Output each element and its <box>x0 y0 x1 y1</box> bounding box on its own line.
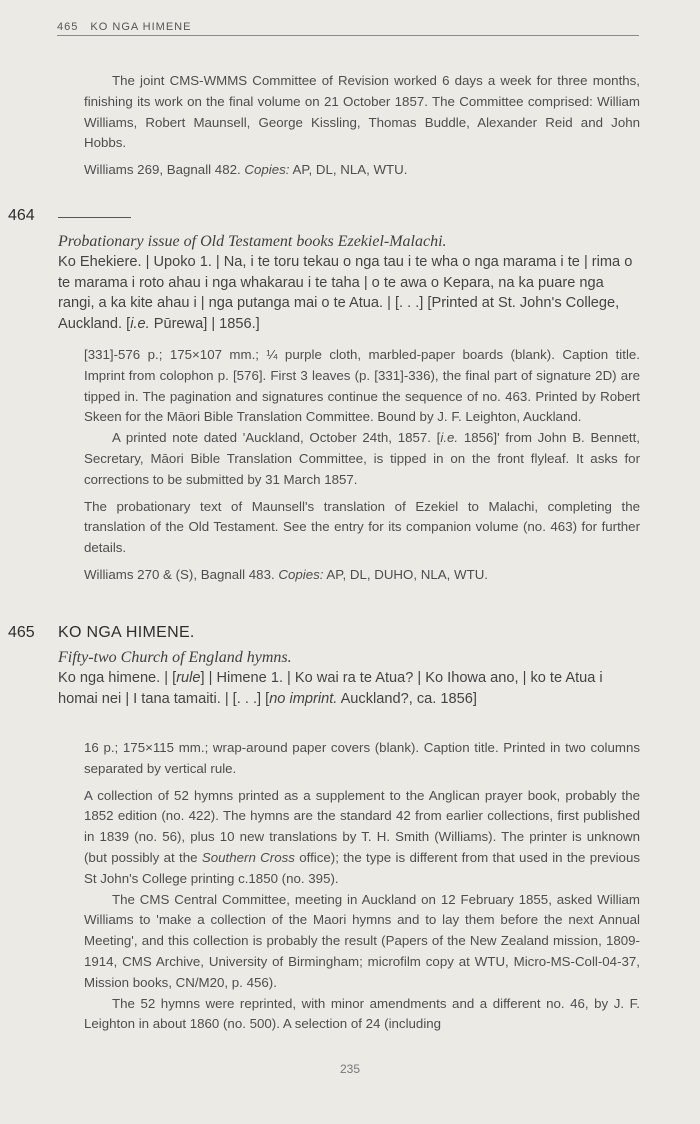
running-head-page-number: 465 <box>57 21 79 33</box>
note-text: A printed note dated 'Auckland, October 24th, 1857. [ <box>112 430 441 446</box>
note-text: A collection of 52 hymns printed as a supplement to the Anglican prayer book, probably the 1852 edition (no. 422). The hymns are the standard 42 from earlier collections, first published in 1839 (no. 56), plus 10 new translations by T. H. Smith (Williams). The printer is unknown (but possibly at the <box>84 787 640 865</box>
entry-465-subtitle: Fifty-two Church of England hymns. <box>58 649 292 666</box>
entry-464-details <box>84 345 640 586</box>
entry-464-collation: [331]-576 p.; 175×107 mm.; ¼ purple cloth, marbled-paper boards (blank). Caption title. Imprint from colophon p. [576]. First 3 leaves (p. [331]-336), the final part of signature 2D) are tipped in. The pagination and signatures continue the sequence of no. 463. Printed by Robert Skeen for the Māori Bible Translation Committee. Bound by J. F. Leighton, Auckland. <box>84 347 640 425</box>
copies-list: AP, DL, DUHO, NLA, WTU. <box>323 566 488 582</box>
previous-entry-continuation <box>84 71 640 181</box>
transcript-text-end: Auckland?, ca. 1856] <box>337 690 477 707</box>
copies-list: AP, DL, NLA, WTU. <box>289 162 408 178</box>
entry-464-subtitle: Probationary issue of Old Testament books Ezekiel-Malachi. <box>58 233 447 250</box>
note-text-end: office); the type is different from that used in the previous St John's College printing c.1850 (no. 395). <box>84 849 640 886</box>
entry-465-collation: 16 p.; 175×115 mm.; wrap-around paper covers (blank). Caption title. Printed in two columns separated by vertical rule. <box>84 740 640 776</box>
entry-465-note <box>84 786 640 890</box>
entry-464-commentary: The probationary text of Maunsell's translation of Ezekiel to Malachi, completing the translation of the Old Testament. See the entry for its companion volume (no. 463) for further details. <box>84 498 640 556</box>
entry-number-464: 464 <box>8 207 35 224</box>
running-head-title: KO NGA HIMENE <box>90 21 192 33</box>
transcript-no-imprint: no imprint. <box>269 690 338 707</box>
transcript-text: Ko nga himene. | [ <box>58 670 177 686</box>
entry-465-heading-block <box>58 648 640 709</box>
references-text: Williams 269, Bagnall 482. <box>84 162 241 178</box>
entry-464-references <box>84 565 640 586</box>
entry-465-details <box>84 738 640 1035</box>
references-text: Williams 270 & (S), Bagnall 483. <box>84 566 275 582</box>
note-text-end: 1856]' from John B. Bennett, Secretary, Māori Bible Translation Committee, is tipped in on the front flyleaf. It asks for corrections to be submitted by 31 March 1857. <box>84 430 640 487</box>
entry-number-465: 465 <box>8 624 35 641</box>
copies-label: Copies: <box>244 162 290 178</box>
committee-paragraph: The joint CMS-WMMS Committee of Revision worked 6 days a week for three months, finishing its work on the final volume on 21 October 1857. The Committee comprised: William Williams, Robert Maunsell, George Kissling, Thomas Buddle, Alexander Reid and John Hobbs. <box>84 73 640 151</box>
note-southern-cross: Southern Cross <box>201 849 295 865</box>
entry-464-transcript <box>58 252 640 334</box>
copies-label: Copies: <box>278 566 324 582</box>
note-ie: i.e. <box>440 430 459 446</box>
transcript-text: Ko Ehekiere. | Upoko 1. | Na, i te toru tekau o nga tau i te wha o nga marama i te | rima o te marama i roto ahau i nga whakarau i te taha | o te awa o Kepara, na ka puare nga rangi, a ka kite ahau i | nga putanga mai o te Atua. | [. . .] [Printed at St. John's College, Auckland. [ <box>58 254 633 332</box>
entry-465-reprint: The 52 hymns were reprinted, with minor amendments and a different no. 46, by J. F. Leighton in about 1860 (no. 500). A selection of 24 (including <box>84 995 640 1032</box>
running-head <box>57 21 639 36</box>
entry-465-title: KO NGA HIMENE. <box>58 624 195 641</box>
entry-465-transcript <box>58 668 640 709</box>
entry-465-committee: The CMS Central Committee, meeting in Auckland on 12 February 1855, asked William Williams to 'make a collection of the Maori hymns and to lay them before the next Annual Meeting', and this collection is probably the result (Papers of the New Zealand mission, 1809-1914, CMS Archive, University of Birmingham; microfilm copy at WTU, Micro-MS-Coll-04-37, Mission books, CN/M20, p. 456). <box>84 891 640 990</box>
transcript-text-end: Pūrewa] | 1856.] <box>149 315 260 332</box>
transcript-text-middle: ] | Himene 1. | Ko wai ra te Atua? | Ko Ihowa ano, | ko te Atua i homai nei | I tana tamaiti. | [. . .] [ <box>58 670 603 707</box>
entry-464-heading-block <box>58 232 640 334</box>
transcript-rule: rule <box>176 670 201 686</box>
transcript-ie: i.e. <box>130 315 150 332</box>
references-line <box>84 160 640 181</box>
entry-464-note <box>84 428 640 490</box>
page-folio: 235 <box>339 1062 361 1076</box>
entry-title-dash <box>58 217 131 218</box>
